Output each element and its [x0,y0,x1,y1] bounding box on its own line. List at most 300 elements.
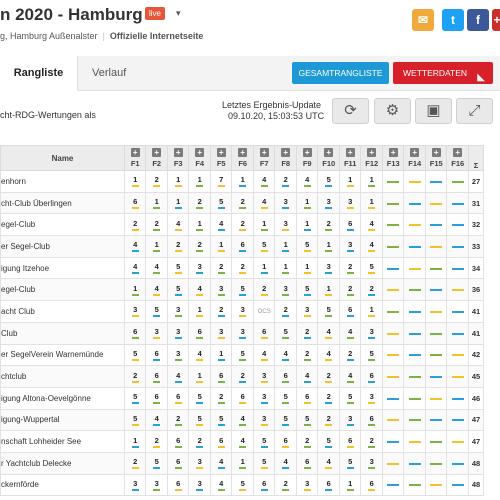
race-result: 4 [218,457,225,469]
race-result: 1 [196,175,203,187]
race-pending-cell [447,344,469,366]
race-pending-cell [425,171,447,193]
race-result-cell [189,322,211,344]
pending-dash [387,181,399,183]
expand-plus-icon[interactable]: + [367,148,376,157]
table-row[interactable] [1,322,484,344]
race-result: 4 [368,240,375,252]
race-result: 5 [218,414,225,426]
expand-icon[interactable]: ⤢ [456,98,493,124]
race-result-cell [296,236,318,258]
race-result-cell [296,387,318,409]
race-result-cell [124,474,146,496]
race-column-header-f8[interactable] [275,146,297,171]
race-result: 5 [218,197,225,209]
race-result: 3 [368,392,375,404]
pending-dash [430,333,442,335]
race-pending-cell [425,279,447,301]
race-result: 1 [132,175,139,187]
team-name[interactable]: enhorn [1,171,125,193]
race-column-header-f3[interactable] [167,146,189,171]
race-result-cell [189,171,211,193]
table-row[interactable] [1,452,484,474]
pending-dash [409,311,421,313]
race-pending-cell [425,214,447,236]
race-result: 3 [175,305,182,317]
expand-plus-icon[interactable]: + [195,148,204,157]
race-pending-cell [447,474,469,496]
race-result-cell [124,452,146,474]
race-result-cell [189,192,211,214]
race-pending-cell [404,236,426,258]
race-result-cell [210,431,232,453]
race-result-cell [146,474,168,496]
race-result-cell [275,171,297,193]
race-result: 5 [304,284,311,296]
race-result: 3 [196,457,203,469]
race-result: 4 [261,349,268,361]
race-result: 3 [218,284,225,296]
race-result-cell [275,409,297,431]
race-pending-cell [447,214,469,236]
race-result-cell [189,452,211,474]
pending-dash [409,354,421,356]
race-result-cell [124,192,146,214]
race-result: 1 [153,197,160,209]
team-name[interactable]: Club [1,322,125,344]
race-result: 4 [304,371,311,383]
race-result: 6 [175,436,182,448]
race-result: 2 [196,197,203,209]
race-result-cell [167,192,189,214]
pending-dash [409,268,421,270]
race-result-cell [339,214,361,236]
race-result-cell [210,387,232,409]
race-pending-cell [382,431,404,453]
race-result-cell [318,322,340,344]
race-result: 5 [347,392,354,404]
race-result: 2 [261,284,268,296]
race-result: 4 [368,219,375,231]
race-result-cell [232,322,254,344]
team-name[interactable]: ckernförde [1,474,125,496]
race-result: 1 [175,175,182,187]
race-result-cell [146,409,168,431]
more-share-icon[interactable]: + [492,9,500,31]
race-result-cell [296,257,318,279]
expand-plus-icon[interactable]: + [346,148,355,157]
race-pending-cell [382,171,404,193]
weather-data-button[interactable] [393,62,493,84]
race-result-cell [253,366,275,388]
expand-plus-icon[interactable]: + [303,148,312,157]
expand-plus-icon[interactable]: + [152,148,161,157]
race-result: 5 [132,392,139,404]
race-result: 1 [347,479,354,491]
race-result: 4 [153,414,160,426]
race-column-header-f13[interactable] [382,146,404,171]
pending-dash [409,246,421,248]
race-result: 6 [282,371,289,383]
pending-dash [430,311,442,313]
race-pending-cell [425,474,447,496]
race-result: 3 [153,479,160,491]
table-row[interactable] [1,409,484,431]
save-icon[interactable]: ▣ [415,98,452,124]
total-points: 41 [468,301,483,323]
race-column-header-f6[interactable] [232,146,254,171]
team-name[interactable]: cht-Club Überlingen [1,192,125,214]
table-row[interactable] [1,344,484,366]
race-result-cell [339,301,361,323]
race-result-cell [296,214,318,236]
pending-dash [430,463,442,465]
race-result-cell [146,387,168,409]
team-name[interactable]: nschaft Lohheider See [1,431,125,453]
race-result-cell [361,366,383,388]
race-column-header-f10[interactable] [318,146,340,171]
race-result: 2 [132,457,139,469]
race-result-cell [361,322,383,344]
race-result-cell [318,366,340,388]
race-result-cell [210,366,232,388]
race-result: 5 [153,305,160,317]
expand-plus-icon[interactable]: + [453,148,462,157]
race-result: 2 [218,305,225,317]
race-pending-cell [404,387,426,409]
race-result-cell [232,344,254,366]
table-row[interactable] [1,171,484,193]
race-label: F5 [216,159,226,168]
expand-plus-icon[interactable]: + [217,148,226,157]
race-result-cell [296,171,318,193]
official-website-link[interactable]: Offizielle Internetseite [109,31,204,41]
race-result-cell [296,452,318,474]
expand-plus-icon[interactable]: + [131,148,140,157]
race-label: F9 [302,159,312,168]
race-result: 1 [325,284,332,296]
race-result-cell [167,474,189,496]
gear-icon[interactable]: ⚙ [374,98,411,124]
pending-dash [387,268,399,270]
race-column-header-f2[interactable] [146,146,168,171]
race-result: 6 [239,392,246,404]
race-result: 5 [153,457,160,469]
sum-column-header[interactable]: Σ [468,146,483,171]
race-result-cell [210,474,232,496]
table-row[interactable] [1,366,484,388]
race-result: 5 [239,284,246,296]
race-result: 5 [325,436,332,448]
pending-dash [452,484,464,486]
race-label: F14 [408,159,422,168]
race-result: 6 [132,327,139,339]
chevron-down-icon[interactable]: ▾ [176,8,181,18]
race-column-header-f12[interactable] [361,146,383,171]
race-result-cell [232,192,254,214]
race-result-cell [253,409,275,431]
race-result-cell [232,387,254,409]
race-result-cell [275,452,297,474]
team-name[interactable]: er Segel-Club [1,236,125,258]
race-result-cell [339,431,361,453]
race-label: F6 [238,159,248,168]
race-result: 5 [239,349,246,361]
race-result-cell [146,366,168,388]
race-result-cell [275,236,297,258]
expand-plus-icon[interactable]: + [410,148,419,157]
race-result: 1 [282,262,289,274]
race-result: 4 [282,349,289,361]
race-result-cell [232,366,254,388]
twitter-share-icon[interactable]: t [442,9,464,31]
name-column-header[interactable]: Name [1,146,125,171]
table-row[interactable] [1,474,484,496]
race-result: 4 [347,371,354,383]
race-result-cell [167,431,189,453]
table-row[interactable] [1,387,484,409]
refresh-icon[interactable]: ⟳ [332,98,369,124]
race-result-cell [296,431,318,453]
race-result-cell [124,257,146,279]
total-points: 27 [468,171,483,193]
race-result-cell [167,214,189,236]
pending-dash [452,203,464,205]
race-result-cell [210,322,232,344]
expand-plus-icon[interactable]: + [432,148,441,157]
race-result: 1 [304,262,311,274]
race-result-cell [189,366,211,388]
team-name[interactable]: igung Itzehoe [1,257,125,279]
total-points: 48 [468,452,483,474]
expand-plus-icon[interactable]: + [389,148,398,157]
race-pending-cell [404,409,426,431]
pending-dash [452,333,464,335]
race-column-header-f7[interactable] [253,146,275,171]
race-result-cell [339,192,361,214]
race-result-cell [232,236,254,258]
race-result-cell [124,301,146,323]
race-label: F1 [130,159,140,168]
race-result: 6 [153,349,160,361]
event-subtitle [0,31,203,41]
race-column-header-f1[interactable] [124,146,146,171]
tab-verlauf[interactable]: Verlauf [92,67,127,79]
race-result: 5 [368,349,375,361]
team-name[interactable]: r Yachtclub Delecke [1,452,125,474]
race-result: 3 [347,414,354,426]
race-result: 5 [347,457,354,469]
expand-plus-icon[interactable]: + [174,148,183,157]
table-row[interactable] [1,236,484,258]
pending-dash [409,484,421,486]
tab-rangliste[interactable]: Rangliste [0,56,78,91]
race-result-cell [253,301,275,323]
race-result-cell [275,257,297,279]
race-result: 3 [132,305,139,317]
race-result-cell [318,431,340,453]
race-result: 5 [175,262,182,274]
race-result: 6 [153,392,160,404]
table-row[interactable] [1,257,484,279]
race-pending-cell [425,387,447,409]
race-pending-cell [447,431,469,453]
race-result-cell [253,171,275,193]
race-result-cell [253,344,275,366]
race-result-cell [189,344,211,366]
table-row[interactable] [1,301,484,323]
team-name[interactable]: egel-Club [1,214,125,236]
race-pending-cell [447,192,469,214]
facebook-share-icon[interactable]: f [467,9,489,31]
pending-dash [387,419,399,421]
race-column-header-f16[interactable] [447,146,469,171]
race-pending-cell [425,344,447,366]
race-result-cell [124,344,146,366]
race-pending-cell [425,366,447,388]
team-name[interactable]: er SegelVerein Warnemünde [1,344,125,366]
race-pending-cell [382,474,404,496]
race-result: 4 [261,175,268,187]
total-points: 47 [468,431,483,453]
race-result-cell [275,344,297,366]
race-result-cell [296,366,318,388]
race-result-cell [339,344,361,366]
table-row[interactable] [1,192,484,214]
team-name[interactable]: igung-Wuppertal [1,409,125,431]
live-badge[interactable]: live [145,7,165,20]
mail-share-icon[interactable]: ✉ [412,9,434,31]
race-result-cell [167,409,189,431]
race-result-cell [361,192,383,214]
total-points: 33 [468,236,483,258]
race-result-cell [361,474,383,496]
race-result: 2 [153,436,160,448]
race-result: 3 [196,262,203,274]
race-pending-cell [447,387,469,409]
race-result-cell [124,431,146,453]
pending-dash [430,441,442,443]
race-result: 4 [239,436,246,448]
race-result-cell [232,171,254,193]
race-result: 4 [325,327,332,339]
team-name[interactable]: egel-Club [1,279,125,301]
race-result-cell [210,279,232,301]
race-column-header-f4[interactable] [189,146,211,171]
pending-dash [452,354,464,356]
race-result-cell [232,431,254,453]
race-result-cell [361,409,383,431]
race-pending-cell [382,301,404,323]
pending-dash [452,311,464,313]
race-result: 5 [304,240,311,252]
pending-dash [452,441,464,443]
pending-dash [387,224,399,226]
race-result-cell [318,214,340,236]
race-result-cell [210,257,232,279]
race-pending-cell [382,344,404,366]
race-column-header-f14[interactable] [404,146,426,171]
race-result: 1 [368,305,375,317]
race-result: 3 [325,262,332,274]
race-label: F13 [386,159,400,168]
race-result-cell [361,301,383,323]
race-result: 2 [196,240,203,252]
race-result-cell [253,474,275,496]
race-result-cell [210,236,232,258]
race-result: 5 [368,262,375,274]
race-result: 2 [239,262,246,274]
race-label: F4 [195,159,205,168]
race-result-cell [146,322,168,344]
table-row[interactable] [1,431,484,453]
race-result: 3 [282,219,289,231]
race-result: 6 [175,392,182,404]
race-result-cell [189,279,211,301]
race-result: 5 [261,436,268,448]
race-result-cell [124,171,146,193]
team-name[interactable]: igung Altona-Oevelgönne [1,387,125,409]
pending-dash [409,289,421,291]
expand-plus-icon[interactable]: + [324,148,333,157]
overall-ranking-button[interactable]: GESAMTRANGLISTE [292,62,389,84]
race-column-header-f11[interactable] [339,146,361,171]
race-result-cell [253,257,275,279]
race-result-cell [167,322,189,344]
race-result-cell [189,387,211,409]
race-result-cell [275,192,297,214]
race-result-cell [124,236,146,258]
race-result-cell [275,301,297,323]
race-pending-cell [382,257,404,279]
expand-plus-icon[interactable]: + [238,148,247,157]
team-name[interactable]: chtclub [1,366,125,388]
race-pending-cell [382,387,404,409]
race-column-header-f15[interactable] [425,146,447,171]
race-result: 6 [218,371,225,383]
race-result-cell [124,214,146,236]
race-pending-cell [447,171,469,193]
race-result-cell [146,236,168,258]
race-result-cell [318,344,340,366]
race-result-cell [361,236,383,258]
race-result: 2 [368,436,375,448]
pending-dash [452,398,464,400]
race-result: 2 [325,392,332,404]
race-result-cell [253,192,275,214]
separator: | [102,31,105,41]
race-result: 1 [239,457,246,469]
race-result-cell [146,192,168,214]
table-row[interactable] [1,279,484,301]
expand-plus-icon[interactable]: + [281,148,290,157]
race-column-header-f5[interactable] [210,146,232,171]
race-result: 5 [282,392,289,404]
race-result: 3 [261,392,268,404]
race-result: 1 [196,305,203,317]
race-result: 6 [132,197,139,209]
race-column-header-f9[interactable] [296,146,318,171]
race-result-cell [339,257,361,279]
race-label: F10 [322,159,336,168]
pending-dash [430,224,442,226]
table-row[interactable] [1,214,484,236]
race-result: 6 [175,457,182,469]
race-pending-cell [447,257,469,279]
team-name[interactable]: acht Club [1,301,125,323]
race-result: 3 [218,327,225,339]
expand-plus-icon[interactable]: + [260,148,269,157]
